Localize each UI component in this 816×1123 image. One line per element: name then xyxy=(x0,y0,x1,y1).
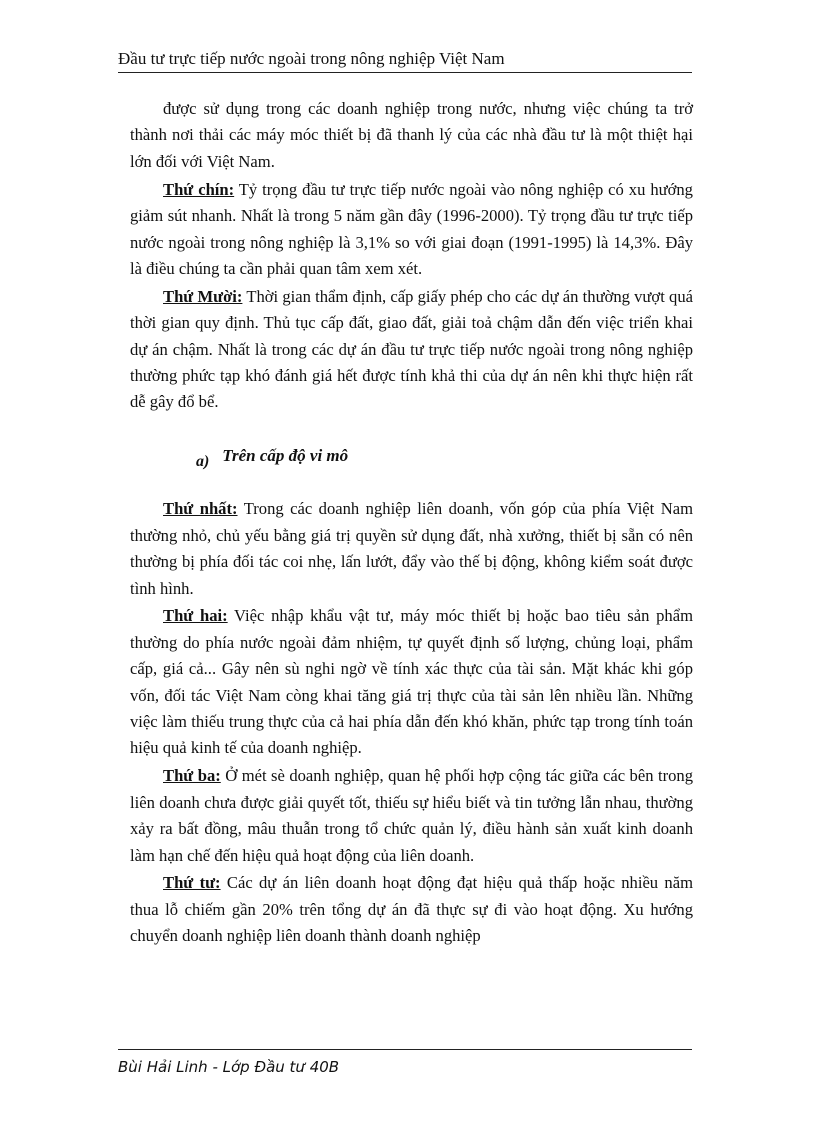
paragraph-text: Thời gian thẩm định, cấp giấy phép cho các dự án thường vượt quá thời gian quy định. Thủ tục cấp đất, giao đất, giải toả chậm dẫn đến việc triển khai dự án chậm. Nhất là trong các dự án đầu tư trực tiếp nước ngoài trong nông nghiệp thường phức tạp khó đánh giá hết được tính khả thi của dự án nên khi thực hiện rất dễ gây đổ bể. xyxy=(130,286,693,412)
paragraph-thu-nhat xyxy=(130,496,693,602)
subheading-text: Trên cấp độ vi mô xyxy=(222,445,349,465)
paragraph-lead: Thứ Mười: xyxy=(163,286,243,306)
paragraph-lead: Thứ ba: xyxy=(163,766,221,786)
paragraph-lead: Thứ tư: xyxy=(163,873,221,893)
paragraph-text: Các dự án liên doanh hoạt động đạt hiệu quả thấp hoặc nhiều năm thua lỗ chiếm gần 20% trên tổng dự án đã thực sự đi vào hoạt động. Xu hướng chuyển doanh nghiệp liên doanh thành doanh nghiệp xyxy=(130,873,693,946)
paragraph-lead: Thứ nhất: xyxy=(163,499,238,519)
page-footer xyxy=(118,1049,692,1076)
paragraph-thu-tu xyxy=(130,870,693,949)
paragraph-text: Tỷ trọng đầu tư trực tiếp nước ngoài vào nông nghiệp có xu hướng giảm sút nhanh. Nhất là trong 5 năm gần đây (1996-2000). Tỷ trọng đầu tư trực tiếp nước ngoài trong nông nghiệp là 3,1% so với giai đoạn (1991-1995) là 14,3%. Đây là điều chúng ta cần phải quan tâm xem xét. xyxy=(130,179,693,278)
paragraph-lead: Thứ chín: xyxy=(163,179,235,199)
footer-text: Bùi Hải Linh - Lớp Đầu tư 40B xyxy=(118,1058,340,1076)
paragraph-thu-chin xyxy=(130,177,693,283)
paragraph-thu-ba xyxy=(130,763,693,869)
page-header xyxy=(118,48,692,73)
paragraph-text: được sử dụng trong các doanh nghiệp trong nước, nhưng việc chúng ta trở thành nơi thải các máy móc thiết bị đã thanh lý của các nhà đầu tư là một thiệt hại lớn đối với Việt Nam. xyxy=(130,99,693,171)
document-body xyxy=(130,96,693,950)
paragraph-text: Ở mét sè doanh nghiệp, quan hệ phối hợp cộng tác giữa các bên trong liên doanh chưa được giải quyết tốt, thiếu sự hiểu biết và tin tưởng lẫn nhau, thường xảy ra bất đồng, mâu thuẫn trong tổ chức quản lý, điều hành sản xuất kinh doanh làm hạn chế đến hiệu quả hoạt động của liên doanh. xyxy=(130,766,693,865)
section-subheading xyxy=(196,443,693,470)
paragraph-text: Trong các doanh nghiệp liên doanh, vốn góp của phía Việt Nam thường nhỏ, chủ yếu bằng giá trị quyền sử dụng đất, nhà xưởng, thiết bị sẵn có nên thường bị phía đối tác coi nhẹ, lấn lướt, đẩy vào thế bị động, không kiểm soát được tình hình. xyxy=(130,499,693,598)
paragraph-lead: Thứ hai: xyxy=(163,606,228,626)
header-title: Đầu tư trực tiếp nước ngoài trong nông nghiệp Việt Nam xyxy=(118,49,505,68)
paragraph-thu-muoi xyxy=(130,284,693,416)
paragraph-thu-hai xyxy=(130,603,693,761)
paragraph xyxy=(130,96,693,175)
subheading-marker: a) xyxy=(196,452,210,470)
paragraph-text: Việc nhập khẩu vật tư, máy móc thiết bị hoặc bao tiêu sản phẩm thường do phía nước ngoài đảm nhiệm, tự quyết định số lượng, chủng loại, phẩm cấp, giá cả... Gây nên sù nghi ngờ về tính xác thực của tài sản. Mặt khác khi góp vốn, đối tác Việt Nam còng khai tăng giá trị thực của tài sản lên nhiều lần. Những việc làm thiếu trung thực của cả hai phía dẫn đến khó khăn, phức tạp trong tính toán hiệu quả kinh tế của doanh nghiệp. xyxy=(130,606,693,758)
